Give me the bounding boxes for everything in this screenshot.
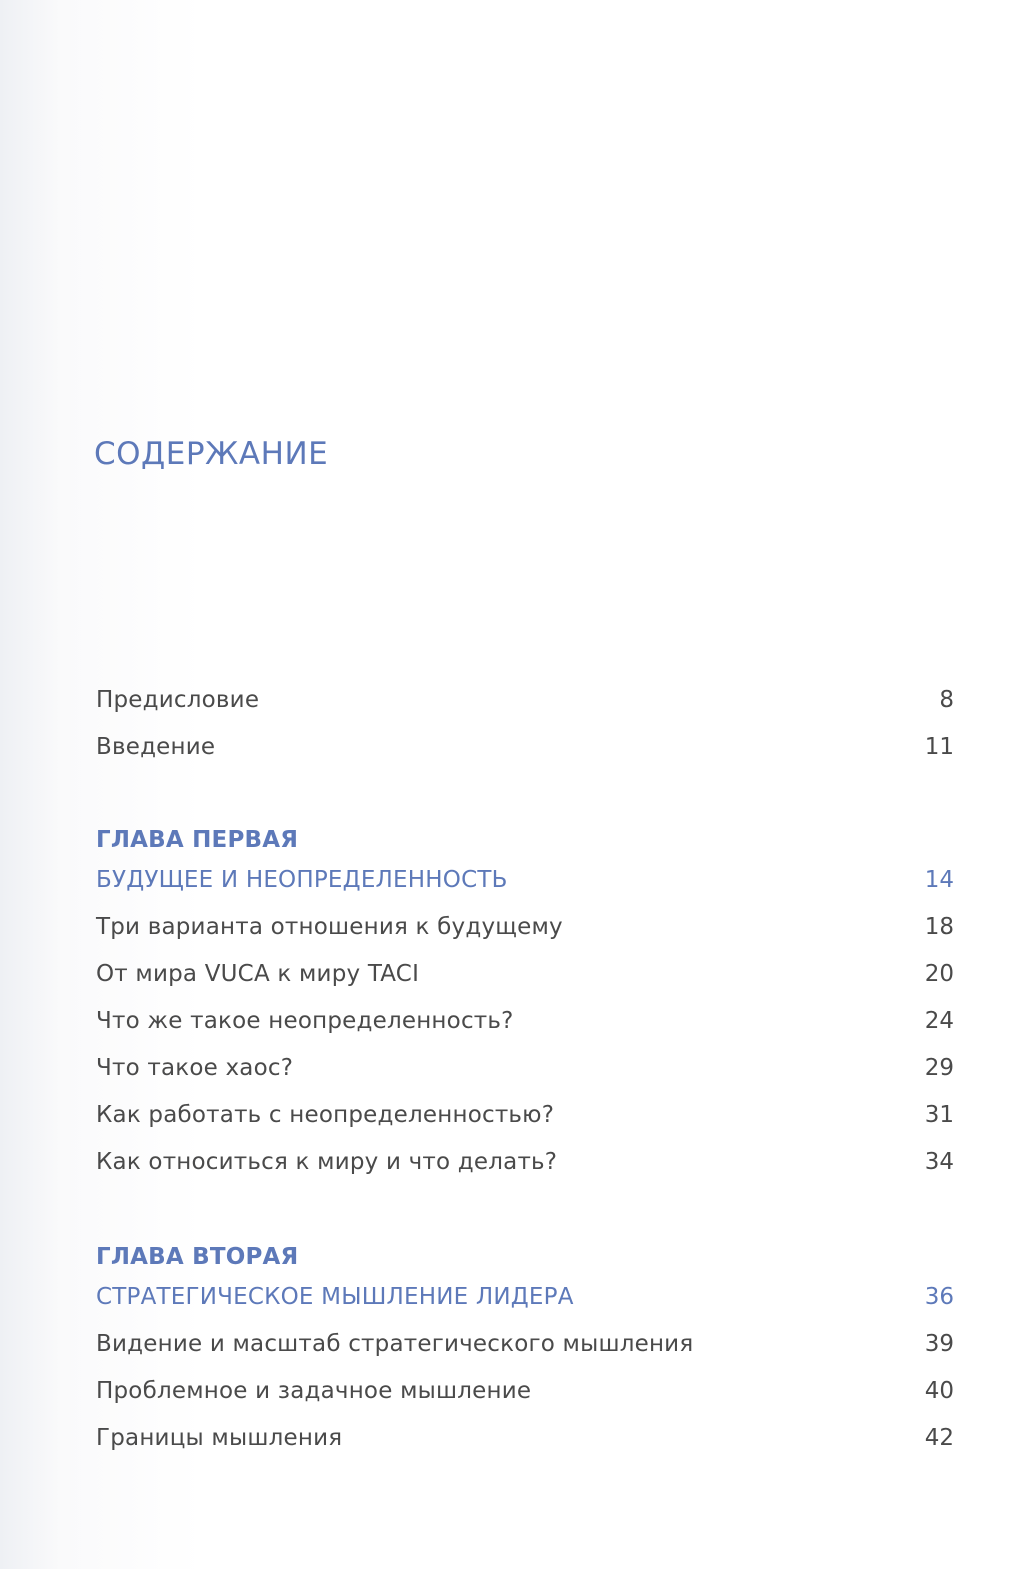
- toc-entry-title: Что же такое неопределенность?: [96, 1008, 514, 1034]
- toc-entry[interactable]: [96, 1423, 954, 1453]
- chapter-label-text: ГЛАВА ВТОРАЯ: [96, 1244, 299, 1270]
- toc-entry[interactable]: [96, 1329, 954, 1359]
- toc-entry[interactable]: [96, 732, 954, 762]
- toc-entry-title: Как относиться к миру и что делать?: [96, 1149, 558, 1175]
- toc-entry[interactable]: [96, 685, 954, 715]
- toc-entry-page: 39: [924, 1331, 954, 1357]
- toc-entry-title: Проблемное и задачное мышление: [96, 1378, 532, 1404]
- toc-entry-page: 42: [924, 1425, 954, 1451]
- toc-entry-title: Как работать с неопределенностью?: [96, 1102, 555, 1128]
- toc-entry[interactable]: [96, 1006, 954, 1036]
- toc-entry-page: 18: [924, 914, 954, 940]
- toc-entry-title: От мира VUCA к миру TACI: [96, 961, 420, 987]
- toc-entry-page: 34: [924, 1149, 954, 1175]
- chapter-page: 36: [924, 1284, 954, 1310]
- chapter-page: 14: [924, 867, 954, 893]
- chapter-title: БУДУЩЕЕ И НЕОПРЕДЕЛЕННОСТЬ: [96, 867, 508, 893]
- toc-entry[interactable]: [96, 1147, 954, 1177]
- chapter-title-entry[interactable]: [96, 865, 954, 895]
- toc-entry-title: Предисловие: [96, 687, 260, 713]
- toc-entry[interactable]: [96, 1100, 954, 1130]
- toc-entry-title: Введение: [96, 734, 216, 760]
- toc-entry-title: Видение и масштаб стратегического мышления: [96, 1331, 694, 1357]
- toc-entry-page: 29: [924, 1055, 954, 1081]
- toc-entry-title: Что такое хаос?: [96, 1055, 294, 1081]
- chapter-label: [96, 1242, 954, 1272]
- toc-entry-page: 24: [924, 1008, 954, 1034]
- toc-entry-title: Границы мышления: [96, 1425, 343, 1451]
- toc-entry[interactable]: [96, 1053, 954, 1083]
- chapter-label: [96, 825, 954, 855]
- chapter-label-text: ГЛАВА ПЕРВАЯ: [96, 827, 299, 853]
- toc-entry-title: Три варианта отношения к будущему: [96, 914, 563, 940]
- toc-entry[interactable]: [96, 912, 954, 942]
- chapter-title-entry[interactable]: [96, 1282, 954, 1312]
- toc-entry-page: 31: [924, 1102, 954, 1128]
- toc-entry-page: 11: [924, 734, 954, 760]
- toc-entry-page: 40: [924, 1378, 954, 1404]
- chapter-title: СТРАТЕГИЧЕСКОЕ МЫШЛЕНИЕ ЛИДЕРА: [96, 1284, 574, 1310]
- toc-entry-page: 20: [924, 961, 954, 987]
- toc-entry-page: 8: [939, 687, 954, 713]
- toc-entry[interactable]: [96, 959, 954, 989]
- page-title: СОДЕРЖАНИЕ: [94, 436, 329, 472]
- toc-entry[interactable]: [96, 1376, 954, 1406]
